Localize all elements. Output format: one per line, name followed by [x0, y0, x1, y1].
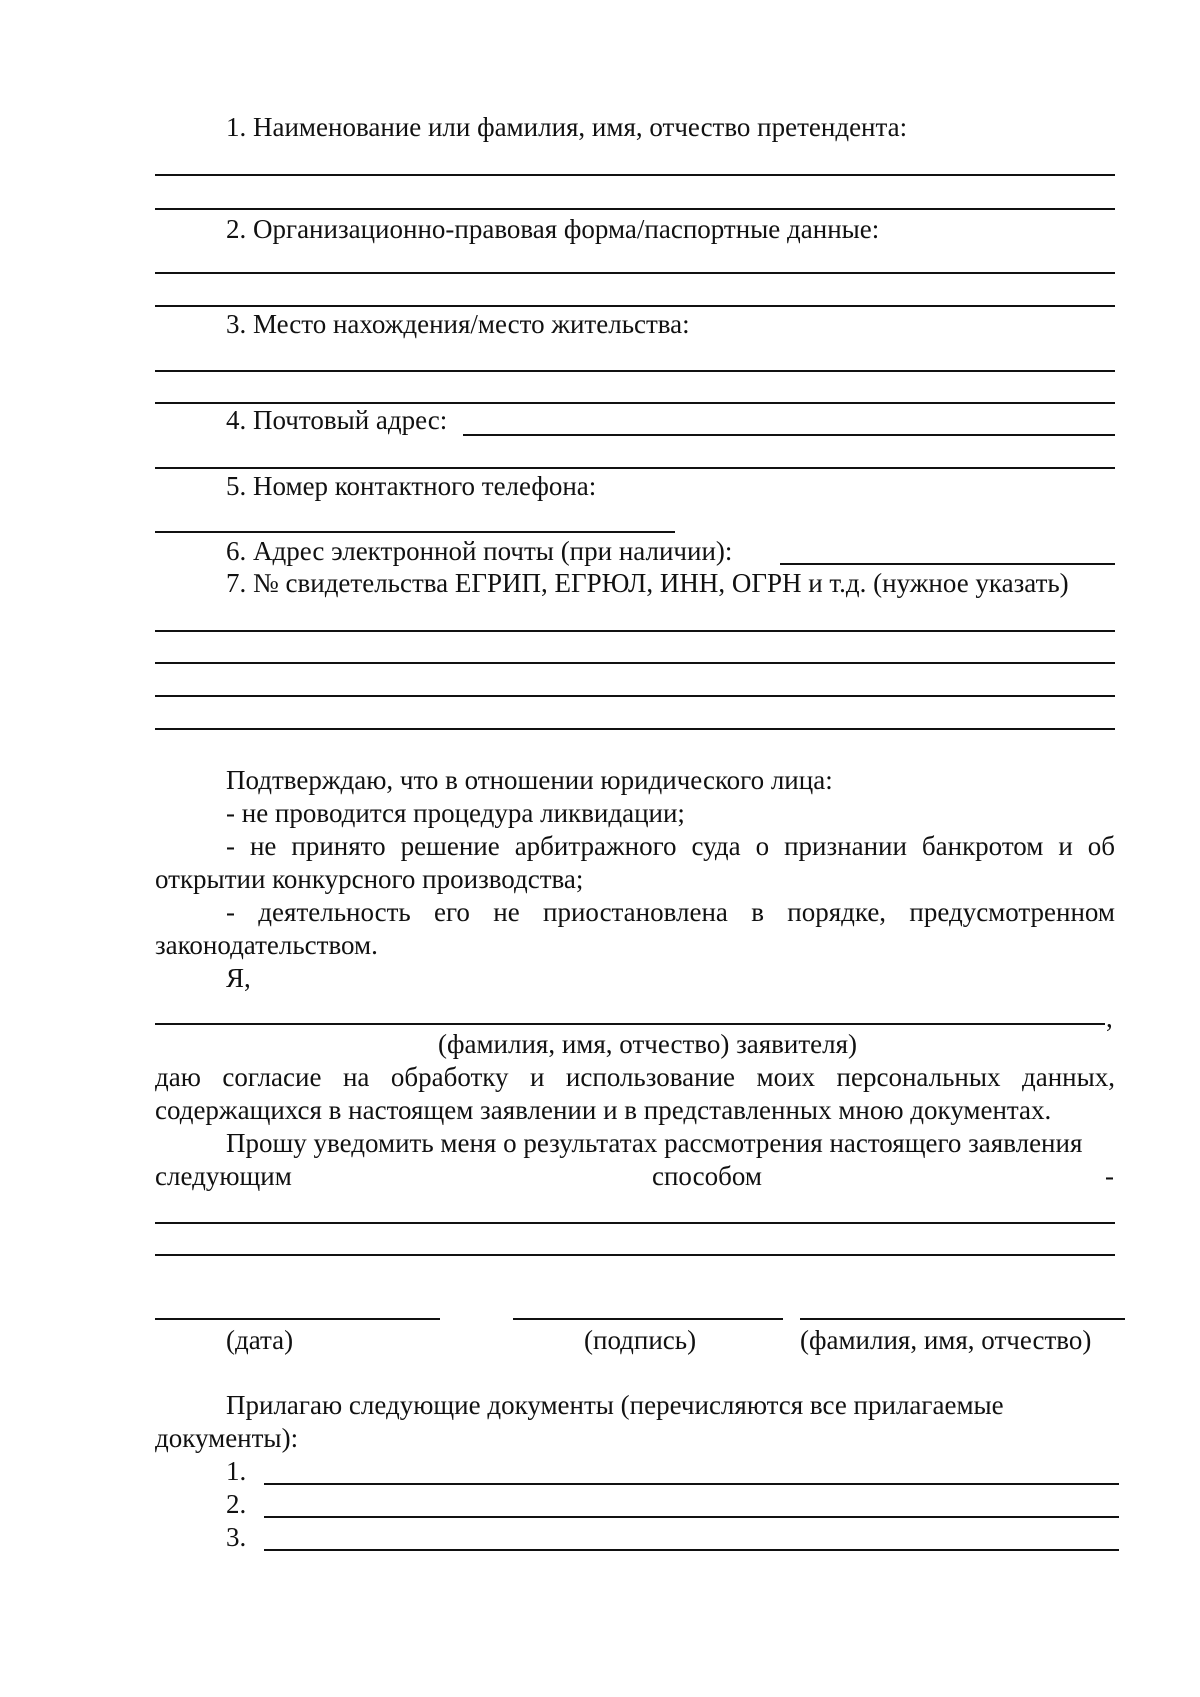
attachment-item-2-number: 2.: [226, 1489, 247, 1519]
item2-input-line-2[interactable]: [155, 305, 1115, 307]
item3-label: 3. Место нахождения/место жительства:: [226, 309, 690, 339]
attachment-item-1-number: 1.: [226, 1456, 247, 1486]
item1-input-line-1[interactable]: [155, 174, 1115, 176]
confirmation-bullet-3-line-1: [226, 896, 1115, 928]
item2-input-line-1[interactable]: [155, 272, 1115, 274]
attachment-item-1-input-line[interactable]: [264, 1483, 1119, 1485]
signer-fio-caption: (фамилия, имя, отчество): [800, 1325, 1092, 1355]
confirmation-bullet-2-line-1-text: - не принято решение арбитражного суда о признании банкротом и об: [226, 831, 1115, 861]
consent-ya: Я,: [226, 963, 251, 993]
item6-input-line[interactable]: [780, 563, 1115, 565]
item1-label: 1. Наименование или фамилия, имя, отчество претендента:: [226, 112, 908, 142]
item7-input-line-4[interactable]: [155, 728, 1115, 730]
item1-input-line-2[interactable]: [155, 208, 1115, 210]
notify-method-input-line-2[interactable]: [155, 1254, 1115, 1256]
item6-label: 6. Адрес электронной почты (при наличии):: [226, 536, 733, 566]
consent-line-2: содержащихся в настоящем заявлении и в представленных мною документах.: [155, 1095, 1052, 1125]
item4-label: 4. Почтовый адрес:: [226, 405, 448, 435]
item7-input-line-2[interactable]: [155, 662, 1115, 664]
notify-method-input-line-1[interactable]: [155, 1222, 1115, 1224]
applicant-fio-caption: (фамилия, имя, отчество) заявителя): [438, 1029, 858, 1059]
attachments-intro-line-2: документы):: [155, 1423, 299, 1453]
item7-input-line-3[interactable]: [155, 695, 1115, 697]
signature-input-line[interactable]: [513, 1318, 783, 1320]
item7-label: 7. № свидетельства ЕГРИП, ЕГРЮЛ, ИНН, ОГРН и т.д. (нужное указать): [226, 568, 1069, 598]
attachment-item-3-number: 3.: [226, 1522, 247, 1552]
notify-line-1: Прошу уведомить меня о результатах рассмотрения настоящего заявления: [226, 1128, 1083, 1158]
confirmation-bullet-3-line-2: законодательством.: [155, 930, 378, 960]
confirmation-bullet-3-line-1-text: - деятельность его не приостановлена в порядке, предусмотренном: [226, 897, 1115, 927]
notify-dash: -: [1105, 1161, 1114, 1191]
confirmation-bullet-2-line-1: [226, 830, 1115, 862]
confirmation-intro: Подтверждаю, что в отношении юридического лица:: [226, 765, 833, 795]
item4-input-line-2[interactable]: [155, 467, 1115, 469]
item2-label: 2. Организационно-правовая форма/паспортные данные:: [226, 214, 880, 244]
applicant-fio-input-line[interactable]: [155, 1023, 1105, 1025]
attachments-intro-line-1: Прилагаю следующие документы (перечисляются все прилагаемые: [226, 1390, 1004, 1420]
item5-label: 5. Номер контактного телефона:: [226, 471, 597, 501]
confirmation-bullet-1: - не проводится процедура ликвидации;: [226, 798, 685, 828]
signer-fio-input-line[interactable]: [800, 1318, 1125, 1320]
attachment-item-3-input-line[interactable]: [264, 1549, 1119, 1551]
notify-word-sposobom: способом: [652, 1161, 762, 1191]
date-input-line[interactable]: [155, 1318, 440, 1320]
item3-input-line-1[interactable]: [155, 370, 1115, 372]
signature-caption: (подпись): [584, 1325, 697, 1355]
consent-line-1-text: даю согласие на обработку и использование моих персональных данных,: [155, 1062, 1115, 1092]
item5-input-line[interactable]: [155, 531, 675, 533]
notify-word-sleduyushchim: следующим: [155, 1161, 292, 1191]
attachment-item-2-input-line[interactable]: [264, 1516, 1119, 1518]
consent-line-1: [155, 1061, 1115, 1093]
item7-input-line-1[interactable]: [155, 630, 1115, 632]
confirmation-bullet-2-line-2: открытии конкурсного производства;: [155, 864, 584, 894]
applicant-fio-comma: ,: [1106, 1003, 1113, 1033]
item4-input-line-1[interactable]: [463, 434, 1115, 436]
date-caption: (дата): [226, 1325, 294, 1355]
